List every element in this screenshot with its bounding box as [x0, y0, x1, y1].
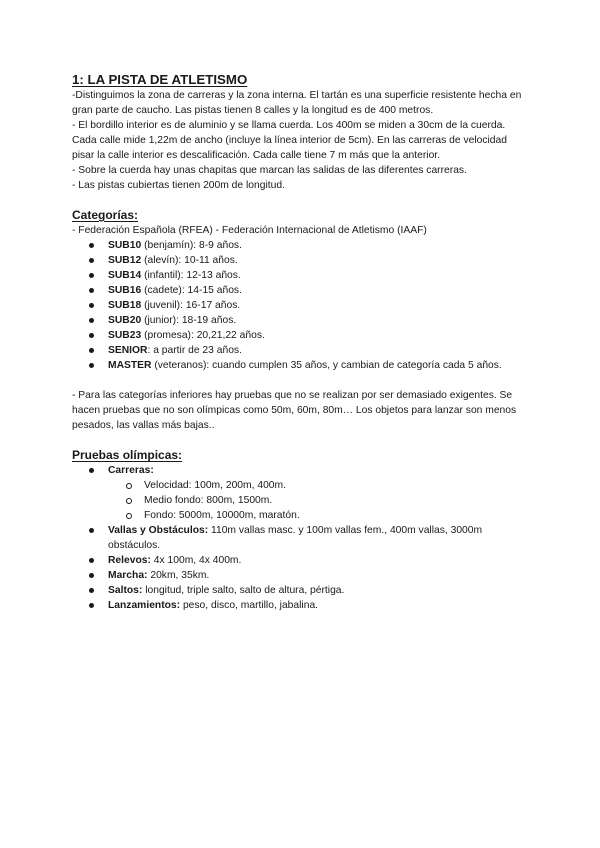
list-item — [72, 358, 528, 373]
list-item — [72, 298, 528, 313]
bullet-icon — [89, 288, 94, 293]
category-label: SUB20 — [108, 315, 142, 326]
bullet-icon — [89, 243, 94, 248]
event-label: Marcha: — [108, 570, 148, 581]
list-item — [72, 598, 528, 613]
category-text: (cadete): 14-15 años. — [141, 285, 242, 296]
list-item — [72, 238, 528, 253]
bullet-icon — [89, 528, 94, 533]
category-label: SUB23 — [108, 330, 142, 341]
category-text: (junior): 18-19 años. — [141, 315, 237, 326]
carreras-sublist — [108, 478, 528, 523]
list-item — [72, 583, 528, 598]
bullet-icon — [89, 303, 94, 308]
sub-list-item — [72, 508, 528, 523]
event-label: Saltos: — [108, 585, 143, 596]
intro-paragraph: - Sobre la cuerda hay unas chapitas que marcan las salidas de las diferentes carreras. — [72, 165, 467, 176]
spacer — [72, 373, 528, 388]
category-label: SUB14 — [108, 270, 142, 281]
category-label: SUB10 — [108, 240, 142, 251]
intro-paragraph: - El bordillo interior es de aluminio y se llama cuerda. Los 400m se miden a 30cm de la cuerda. Cada calle mide 1,22m de ancho (incluye la línea interior de 5cm). En las carreras de velocidad pisar la calle interior es descalificación. Cada calle tiene 7 m más que la anterior. — [72, 120, 507, 161]
event-text: 20km, 35km. — [147, 570, 210, 581]
pruebas-heading: Pruebas olímpicas: — [72, 448, 183, 462]
document-content — [72, 72, 528, 613]
sub-list-item — [72, 493, 528, 508]
category-text: (benjamín): 8-9 años. — [141, 240, 242, 251]
category-label: SUB16 — [108, 285, 142, 296]
hollow-bullet-icon — [126, 513, 132, 519]
sub-item-text: Medio fondo: 800m, 1500m. — [144, 495, 273, 506]
event-text: longitud, triple salto, salto de altura, pértiga. — [142, 585, 345, 596]
bullet-icon — [89, 573, 94, 578]
category-label: SENIOR — [108, 345, 148, 356]
pruebas-list — [72, 463, 528, 613]
list-item — [72, 568, 528, 583]
list-item — [72, 268, 528, 283]
bullet-icon — [89, 558, 94, 563]
category-text: (veteranos): cuando cumplen 35 años, y cambian de categoría cada 5 años. — [151, 360, 502, 371]
category-text: (alevín): 10-11 años. — [141, 255, 238, 266]
bullet-icon — [89, 333, 94, 338]
event-text: peso, disco, martillo, jabalina. — [180, 600, 319, 611]
category-text: (juvenil): 16-17 años. — [141, 300, 241, 311]
category-label: SUB12 — [108, 255, 142, 266]
category-label: MASTER — [108, 360, 152, 371]
bullet-icon — [89, 258, 94, 263]
page-title: 1: LA PISTA DE ATLETISMO — [72, 72, 248, 87]
event-label: Lanzamientos: — [108, 600, 181, 611]
list-item — [72, 553, 528, 568]
hollow-bullet-icon — [126, 498, 132, 504]
federations-line: - Federación Española (RFEA) - Federación Internacional de Atletismo (IAAF) — [72, 225, 427, 236]
sub-item-text: Fondo: 5000m, 10000m, maratón. — [144, 510, 300, 521]
bullet-icon — [89, 348, 94, 353]
sub-list-item — [72, 478, 528, 493]
event-text: 110m vallas masc. y 100m vallas fem., 400m vallas, 3000m obstáculos. — [108, 525, 483, 551]
category-text: (promesa): 20,21,22 años. — [141, 330, 265, 341]
list-item — [72, 343, 528, 358]
category-text: (infantil): 12-13 años. — [141, 270, 241, 281]
hollow-bullet-icon — [126, 483, 132, 489]
event-label: Carreras: — [108, 465, 154, 476]
categorias-note: - Para las categorías inferiores hay pruebas que no se realizan por ser demasiado exigentes. Se hacen pruebas que no son olímpicas como 50m, 60m, 80m… Los objetos para lanzar son menos pesados, las vallas más bajas.. — [72, 390, 517, 431]
intro-paragraph: -Distinguimos la zona de carreras y la zona interna. El tartán es una superficie resistente hecha en gran parte de caucho. Las pistas tienen 8 calles y la longitud es de 400 metros. — [72, 90, 522, 116]
bullet-icon — [89, 363, 94, 368]
bullet-icon — [89, 273, 94, 278]
bullet-icon — [89, 588, 94, 593]
list-item — [72, 313, 528, 328]
categorias-list — [72, 238, 528, 373]
categorias-heading: Categorías: — [72, 208, 139, 222]
list-item — [72, 523, 528, 553]
category-text: : a partir de 23 años. — [147, 345, 242, 356]
intro-paragraph: - Las pistas cubiertas tienen 200m de longitud. — [72, 180, 285, 191]
list-item — [72, 283, 528, 298]
event-label: Vallas y Obstáculos: — [108, 525, 209, 536]
category-label: SUB18 — [108, 300, 142, 311]
bullet-icon — [89, 603, 94, 608]
list-item — [72, 328, 528, 343]
bullet-icon — [89, 318, 94, 323]
event-label: Relevos: — [108, 555, 151, 566]
bullet-icon — [89, 468, 94, 473]
list-item — [72, 253, 528, 268]
event-text: 4x 100m, 4x 400m. — [150, 555, 242, 566]
sub-item-text: Velocidad: 100m, 200m, 400m. — [144, 480, 286, 491]
list-item — [72, 463, 528, 523]
